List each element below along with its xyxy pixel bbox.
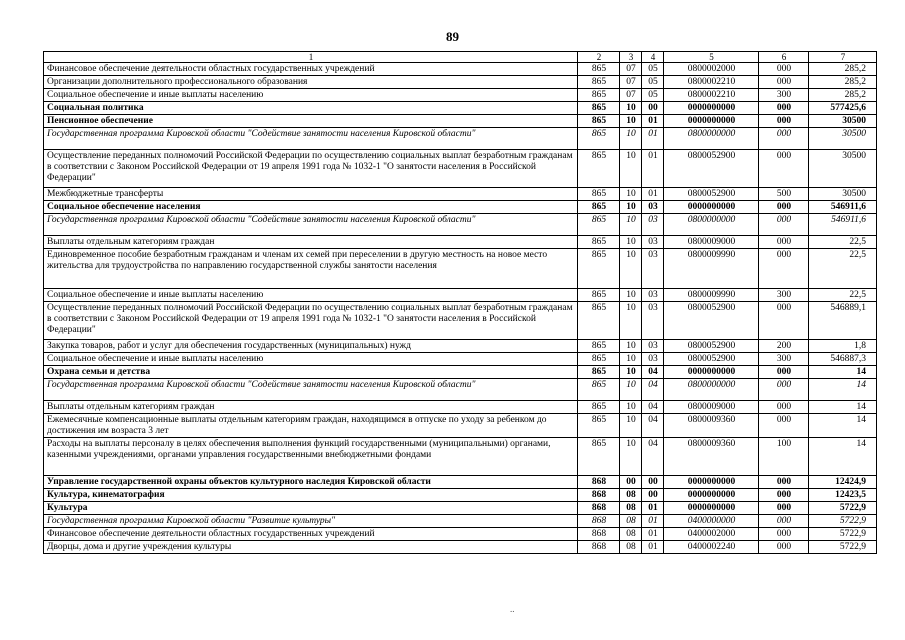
table-row	[44, 201, 877, 214]
amount-cell: 546889,1	[809, 302, 877, 340]
amount-cell: 22,5	[809, 249, 877, 289]
header-cell: 4	[642, 52, 664, 63]
table-row	[44, 128, 877, 150]
table-row	[44, 489, 877, 502]
subsection-code-cell: 01	[642, 150, 664, 188]
section-code-cell: 10	[620, 379, 642, 401]
amount-cell: 30500	[809, 188, 877, 201]
row-name-cell: Расходы на выплаты персоналу в целях обеспечения выполнения функций государственными (муниципальными) органами, казенными учреждениями, органами управления государственными внебюджетными фондами	[44, 438, 578, 476]
subsection-code-cell: 01	[642, 515, 664, 528]
chapter-code-cell: 868	[578, 515, 620, 528]
table-row	[44, 188, 877, 201]
header-cell: 1	[44, 52, 578, 63]
subsection-code-cell: 03	[642, 249, 664, 289]
amount-cell: 285,2	[809, 76, 877, 89]
chapter-code-cell: 865	[578, 414, 620, 438]
row-name-cell: Социальное обеспечение населения	[44, 201, 578, 214]
amount-cell: 14	[809, 438, 877, 476]
subsection-code-cell: 01	[642, 128, 664, 150]
row-name-cell: Единовременное пособие безработным гражданам и членам их семей при переселении в другую местность на новое место жительства для трудоустройства по направлению государственной службы занятости населения	[44, 249, 578, 289]
table-row	[44, 353, 877, 366]
section-code-cell: 10	[620, 115, 642, 128]
target-article-cell: 0400002240	[664, 541, 759, 554]
chapter-code-cell: 865	[578, 353, 620, 366]
amount-cell: 12423,5	[809, 489, 877, 502]
table-row	[44, 115, 877, 128]
chapter-code-cell: 865	[578, 89, 620, 102]
target-article-cell: 0800002210	[664, 76, 759, 89]
table-row	[44, 63, 877, 76]
chapter-code-cell: 865	[578, 214, 620, 236]
subsection-code-cell: 00	[642, 489, 664, 502]
row-name-cell: Социальное обеспечение и иные выплаты населению	[44, 353, 578, 366]
target-article-cell: 0800052900	[664, 340, 759, 353]
section-code-cell: 08	[620, 502, 642, 515]
chapter-code-cell: 865	[578, 128, 620, 150]
row-name-cell: Социальное обеспечение и иные выплаты населению	[44, 89, 578, 102]
expense-type-cell: 200	[759, 340, 809, 353]
expense-type-cell: 000	[759, 102, 809, 115]
table-row	[44, 289, 877, 302]
table-row	[44, 102, 877, 115]
expense-type-cell: 000	[759, 414, 809, 438]
target-article-cell: 0800052900	[664, 353, 759, 366]
expense-type-cell: 000	[759, 366, 809, 379]
amount-cell: 14	[809, 379, 877, 401]
row-name-cell: Финансовое обеспечение деятельности областных государственных учреждений	[44, 528, 578, 541]
header-cell: 2	[578, 52, 620, 63]
amount-cell: 546887,3	[809, 353, 877, 366]
amount-cell: 30500	[809, 128, 877, 150]
amount-cell: 22,5	[809, 289, 877, 302]
table-row	[44, 379, 877, 401]
chapter-code-cell: 865	[578, 366, 620, 379]
row-name-cell: Культура	[44, 502, 578, 515]
table-row	[44, 476, 877, 489]
section-code-cell: 10	[620, 249, 642, 289]
target-article-cell: 0800002000	[664, 63, 759, 76]
target-article-cell: 0800002210	[664, 89, 759, 102]
amount-cell: 5722,9	[809, 528, 877, 541]
section-code-cell: 10	[620, 289, 642, 302]
amount-cell: 1,8	[809, 340, 877, 353]
expense-type-cell: 300	[759, 353, 809, 366]
row-name-cell: Организации дополнительного профессионального образования	[44, 76, 578, 89]
header-cell: 5	[664, 52, 759, 63]
chapter-code-cell: 865	[578, 76, 620, 89]
expense-type-cell: 000	[759, 379, 809, 401]
row-name-cell: Выплаты отдельным категориям граждан	[44, 401, 578, 414]
expense-type-cell: 000	[759, 541, 809, 554]
table-row	[44, 366, 877, 379]
target-article-cell: 0000000000	[664, 489, 759, 502]
chapter-code-cell: 865	[578, 188, 620, 201]
expense-type-cell: 000	[759, 528, 809, 541]
subsection-code-cell: 01	[642, 115, 664, 128]
amount-cell: 5722,9	[809, 502, 877, 515]
table-row	[44, 302, 877, 340]
section-code-cell: 10	[620, 353, 642, 366]
header-cell: 7	[809, 52, 877, 63]
row-name-cell: Ежемесячные компенсационные выплаты отдельным категориям граждан, находящимся в отпуске по уходу за ребенком до достижения им возраста 3 лет	[44, 414, 578, 438]
target-article-cell: 0400000000	[664, 515, 759, 528]
expense-type-cell: 000	[759, 150, 809, 188]
row-name-cell: Финансовое обеспечение деятельности областных государственных учреждений	[44, 63, 578, 76]
chapter-code-cell: 865	[578, 289, 620, 302]
target-article-cell: 0800000000	[664, 128, 759, 150]
amount-cell: 5722,9	[809, 541, 877, 554]
section-code-cell: 10	[620, 340, 642, 353]
subsection-code-cell: 05	[642, 89, 664, 102]
row-name-cell: Социальное обеспечение и иные выплаты населению	[44, 289, 578, 302]
expense-type-cell: 300	[759, 289, 809, 302]
chapter-code-cell: 868	[578, 541, 620, 554]
row-name-cell: Дворцы, дома и другие учреждения культуры	[44, 541, 578, 554]
target-article-cell: 0800052900	[664, 302, 759, 340]
table-row	[44, 414, 877, 438]
subsection-code-cell: 03	[642, 236, 664, 249]
target-article-cell: 0800009000	[664, 401, 759, 414]
section-code-cell: 10	[620, 201, 642, 214]
table-row	[44, 150, 877, 188]
target-article-cell: 0800009990	[664, 289, 759, 302]
expense-type-cell: 000	[759, 201, 809, 214]
target-article-cell: 0000000000	[664, 201, 759, 214]
row-name-cell: Осуществление переданных полномочий Российской Федерации по осуществлению социальных выплат безработным гражданам в соответствии с Законом Российской Федерации от 19 апреля 1991 года № 1032-1 "О занятости населения в Российской Федерации"	[44, 150, 578, 188]
expense-type-cell: 000	[759, 401, 809, 414]
target-article-cell: 0000000000	[664, 102, 759, 115]
row-name-cell: Управление государственной охраны объектов культурного наследия Кировской области	[44, 476, 578, 489]
subsection-code-cell: 03	[642, 289, 664, 302]
row-name-cell: Осуществление переданных полномочий Российской Федерации по осуществлению социальных выплат безработным гражданам в соответствии с Законом Российской Федерации от 19 апреля 1991 года № 1032-1 "О занятости населения в Российской Федерации"	[44, 302, 578, 340]
chapter-code-cell: 865	[578, 236, 620, 249]
target-article-cell: 0000000000	[664, 502, 759, 515]
subsection-code-cell: 00	[642, 102, 664, 115]
chapter-code-cell: 865	[578, 63, 620, 76]
subsection-code-cell: 05	[642, 76, 664, 89]
expense-type-cell: 000	[759, 302, 809, 340]
chapter-code-cell: 868	[578, 476, 620, 489]
subsection-code-cell: 00	[642, 476, 664, 489]
row-name-cell: Межбюджетные трансферты	[44, 188, 578, 201]
amount-cell: 30500	[809, 150, 877, 188]
subsection-code-cell: 03	[642, 353, 664, 366]
section-code-cell: 10	[620, 366, 642, 379]
section-code-cell: 07	[620, 63, 642, 76]
expense-type-cell: 000	[759, 214, 809, 236]
expense-type-cell: 000	[759, 128, 809, 150]
target-article-cell: 0800009000	[664, 236, 759, 249]
section-code-cell: 07	[620, 89, 642, 102]
table-row	[44, 515, 877, 528]
row-name-cell: Государственная программа Кировской области "Содействие занятости населения Кировской области"	[44, 128, 578, 150]
expense-type-cell: 000	[759, 63, 809, 76]
section-code-cell: 10	[620, 236, 642, 249]
table-row	[44, 76, 877, 89]
section-code-cell: 00	[620, 476, 642, 489]
amount-cell: 285,2	[809, 63, 877, 76]
target-article-cell: 0800000000	[664, 379, 759, 401]
section-code-cell: 08	[620, 541, 642, 554]
table-row	[44, 438, 877, 476]
row-name-cell: Культура, кинематография	[44, 489, 578, 502]
section-code-cell: 08	[620, 515, 642, 528]
section-code-cell: 10	[620, 414, 642, 438]
subsection-code-cell: 01	[642, 502, 664, 515]
chapter-code-cell: 865	[578, 150, 620, 188]
header-cell: 3	[620, 52, 642, 63]
expense-type-cell: 100	[759, 438, 809, 476]
table-row	[44, 249, 877, 289]
subsection-code-cell: 01	[642, 528, 664, 541]
target-article-cell: 0000000000	[664, 366, 759, 379]
expense-type-cell: 000	[759, 249, 809, 289]
chapter-code-cell: 865	[578, 201, 620, 214]
amount-cell: 577425,6	[809, 102, 877, 115]
section-code-cell: 10	[620, 302, 642, 340]
amount-cell: 546911,6	[809, 214, 877, 236]
amount-cell: 5722,9	[809, 515, 877, 528]
amount-cell: 14	[809, 414, 877, 438]
table-row	[44, 89, 877, 102]
table-row	[44, 214, 877, 236]
section-code-cell: 10	[620, 102, 642, 115]
target-article-cell: 0800052900	[664, 188, 759, 201]
subsection-code-cell: 04	[642, 379, 664, 401]
table-row	[44, 541, 877, 554]
chapter-code-cell: 865	[578, 249, 620, 289]
chapter-code-cell: 868	[578, 489, 620, 502]
target-article-cell: 0800052900	[664, 150, 759, 188]
section-code-cell: 07	[620, 76, 642, 89]
chapter-code-cell: 865	[578, 115, 620, 128]
subsection-code-cell: 03	[642, 214, 664, 236]
table-row	[44, 528, 877, 541]
target-article-cell: 0400002000	[664, 528, 759, 541]
amount-cell: 546911,6	[809, 201, 877, 214]
table-row	[44, 502, 877, 515]
chapter-code-cell: 865	[578, 302, 620, 340]
subsection-code-cell: 03	[642, 302, 664, 340]
subsection-code-cell: 04	[642, 366, 664, 379]
subsection-code-cell: 04	[642, 401, 664, 414]
row-name-cell: Социальная политика	[44, 102, 578, 115]
chapter-code-cell: 865	[578, 340, 620, 353]
row-name-cell: Пенсионное обеспечение	[44, 115, 578, 128]
row-name-cell: Закупка товаров, работ и услуг для обеспечения государственных (муниципальных) нужд	[44, 340, 578, 353]
chapter-code-cell: 865	[578, 102, 620, 115]
amount-cell: 30500	[809, 115, 877, 128]
amount-cell: 14	[809, 366, 877, 379]
target-article-cell: 0000000000	[664, 476, 759, 489]
row-name-cell: Охрана семьи и детства	[44, 366, 578, 379]
subsection-code-cell: 03	[642, 201, 664, 214]
table-row	[44, 401, 877, 414]
target-article-cell: 0800009990	[664, 249, 759, 289]
expense-type-cell: 000	[759, 476, 809, 489]
page-number: 89	[446, 29, 459, 44]
expense-type-cell: 000	[759, 515, 809, 528]
section-code-cell: 10	[620, 214, 642, 236]
subsection-code-cell: 05	[642, 63, 664, 76]
chapter-code-cell: 868	[578, 528, 620, 541]
expense-type-cell: 000	[759, 489, 809, 502]
expense-type-cell: 000	[759, 76, 809, 89]
chapter-code-cell: 868	[578, 502, 620, 515]
header-cell: 6	[759, 52, 809, 63]
chapter-code-cell: 865	[578, 379, 620, 401]
target-article-cell: 0000000000	[664, 115, 759, 128]
expense-type-cell: 500	[759, 188, 809, 201]
section-code-cell: 10	[620, 150, 642, 188]
row-name-cell: Государственная программа Кировской области "Содействие занятости населения Кировской области"	[44, 379, 578, 401]
section-code-cell: 10	[620, 128, 642, 150]
section-code-cell: 10	[620, 438, 642, 476]
scan-mark: ..	[510, 604, 515, 614]
section-code-cell: 10	[620, 401, 642, 414]
table-row	[44, 236, 877, 249]
section-code-cell: 10	[620, 188, 642, 201]
amount-cell: 12424,9	[809, 476, 877, 489]
subsection-code-cell: 01	[642, 541, 664, 554]
expense-type-cell: 000	[759, 115, 809, 128]
chapter-code-cell: 865	[578, 401, 620, 414]
target-article-cell: 0800009360	[664, 438, 759, 476]
row-name-cell: Государственная программа Кировской области "Развитие культуры"	[44, 515, 578, 528]
expense-type-cell: 000	[759, 236, 809, 249]
amount-cell: 14	[809, 401, 877, 414]
amount-cell: 285,2	[809, 89, 877, 102]
subsection-code-cell: 04	[642, 414, 664, 438]
section-code-cell: 08	[620, 528, 642, 541]
target-article-cell: 0800000000	[664, 214, 759, 236]
expense-type-cell: 000	[759, 502, 809, 515]
amount-cell: 22,5	[809, 236, 877, 249]
subsection-code-cell: 03	[642, 340, 664, 353]
chapter-code-cell: 865	[578, 438, 620, 476]
budget-table	[43, 51, 877, 554]
table-row	[44, 340, 877, 353]
target-article-cell: 0800009360	[664, 414, 759, 438]
expense-type-cell: 300	[759, 89, 809, 102]
section-code-cell: 08	[620, 489, 642, 502]
subsection-code-cell: 04	[642, 438, 664, 476]
header-row	[44, 52, 877, 63]
subsection-code-cell: 01	[642, 188, 664, 201]
row-name-cell: Государственная программа Кировской области "Содействие занятости населения Кировской области"	[44, 214, 578, 236]
row-name-cell: Выплаты отдельным категориям граждан	[44, 236, 578, 249]
